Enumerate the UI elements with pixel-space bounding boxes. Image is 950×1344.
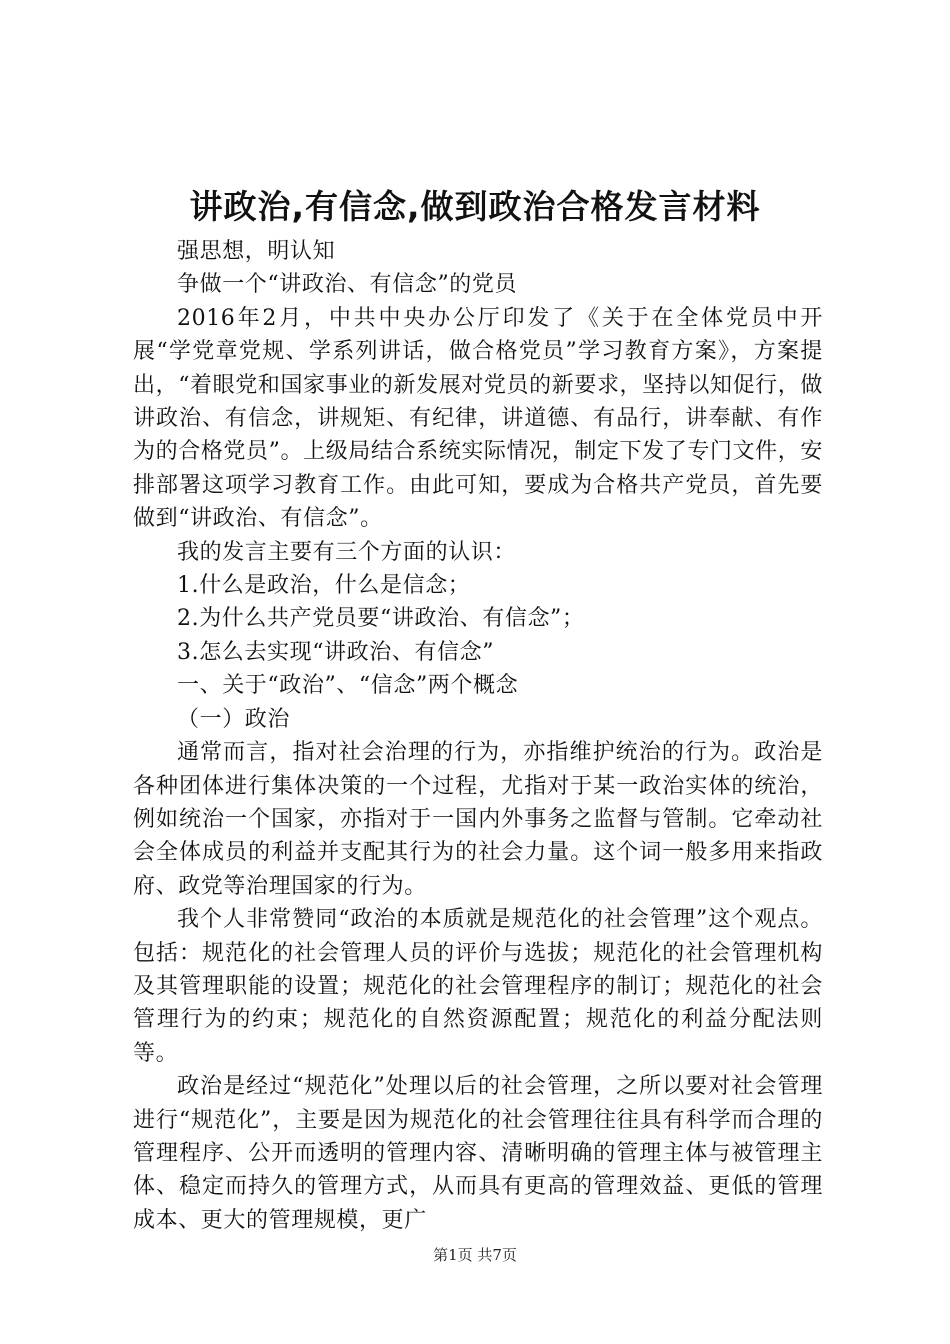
paragraph-outline-intro: 我的发言主要有三个方面的认识： — [177, 539, 517, 565]
paragraph-politics-normalization: 政治是经过“规范化”处理以后的社会管理，之所以要对社会管理进行“规范化”，主要是因为规范化的社会管理往往具有科学而合理的管理程序、公开而透明的管理内容、清晰明确的管理主体与被管理主体、稳定而持久的管理方式，从而具有更高的管理效益、更低的管理成本、更大的管理规模，更广 — [133, 1074, 823, 1233]
document-title: 讲政治,有信念,做到政治合格发言材料 — [189, 187, 761, 226]
page-footer: 第1页 共7页 — [433, 1246, 517, 1264]
outline-item-3: 3.怎么去实现“讲政治、有信念” — [177, 639, 495, 665]
subtitle-line-2: 争做一个“讲政治、有信念”的党员 — [177, 272, 518, 298]
outline-item-1: 1.什么是政治，什么是信念； — [177, 573, 471, 599]
subsection-heading-politics: （一）政治 — [177, 706, 291, 732]
paragraph-politics-definition: 通常而言，指对社会治理的行为，亦指维护统治的行为。政治是各种团体进行集体决策的一个过程，尤指对于某一政治实体的统治，例如统治一个国家，亦指对于一国内外事务之监督与管制。它牵动社会全体成员的利益并支配其行为的社会力量。这个词一般多用来指政府、政党等治理国家的行为。 — [133, 740, 823, 899]
document-body — [133, 235, 823, 1237]
section-heading-1: 一、关于“政治”、“信念”两个概念 — [177, 673, 519, 699]
subtitle-line-1: 强思想，明认知 — [177, 239, 336, 264]
outline-item-2: 2.为什么共产党员要“讲政治、有信念”； — [177, 606, 585, 632]
paragraph-intro: 2016年2月，中共中央办公厅印发了《关于在全体党员中开展“学党章党规、学系列讲话，做合格党员”学习教育方案》，方案提出，“着眼党和国家事业的新发展对党员的新要求，坚持以知促行，做讲政治、有信念，讲规矩、有纪律，讲道德、有品行，讲奉献、有作为的合格党员”。上级局结合系统实际情况，制定下发了专门文件，安排部署这项学习教育工作。由此可知，要成为合格共产党员，首先要做到“讲政治、有信念”。 — [133, 305, 823, 532]
paragraph-politics-view: 我个人非常赞同“政治的本质就是规范化的社会管理”这个观点。包括：规范化的社会管理人员的评价与选拔；规范化的社会管理机构及其管理职能的设置；规范化的社会管理程序的制订；规范化的社会管理行为的约束；规范化的自然资源配置；规范化的利益分配法则等。 — [133, 907, 823, 1066]
